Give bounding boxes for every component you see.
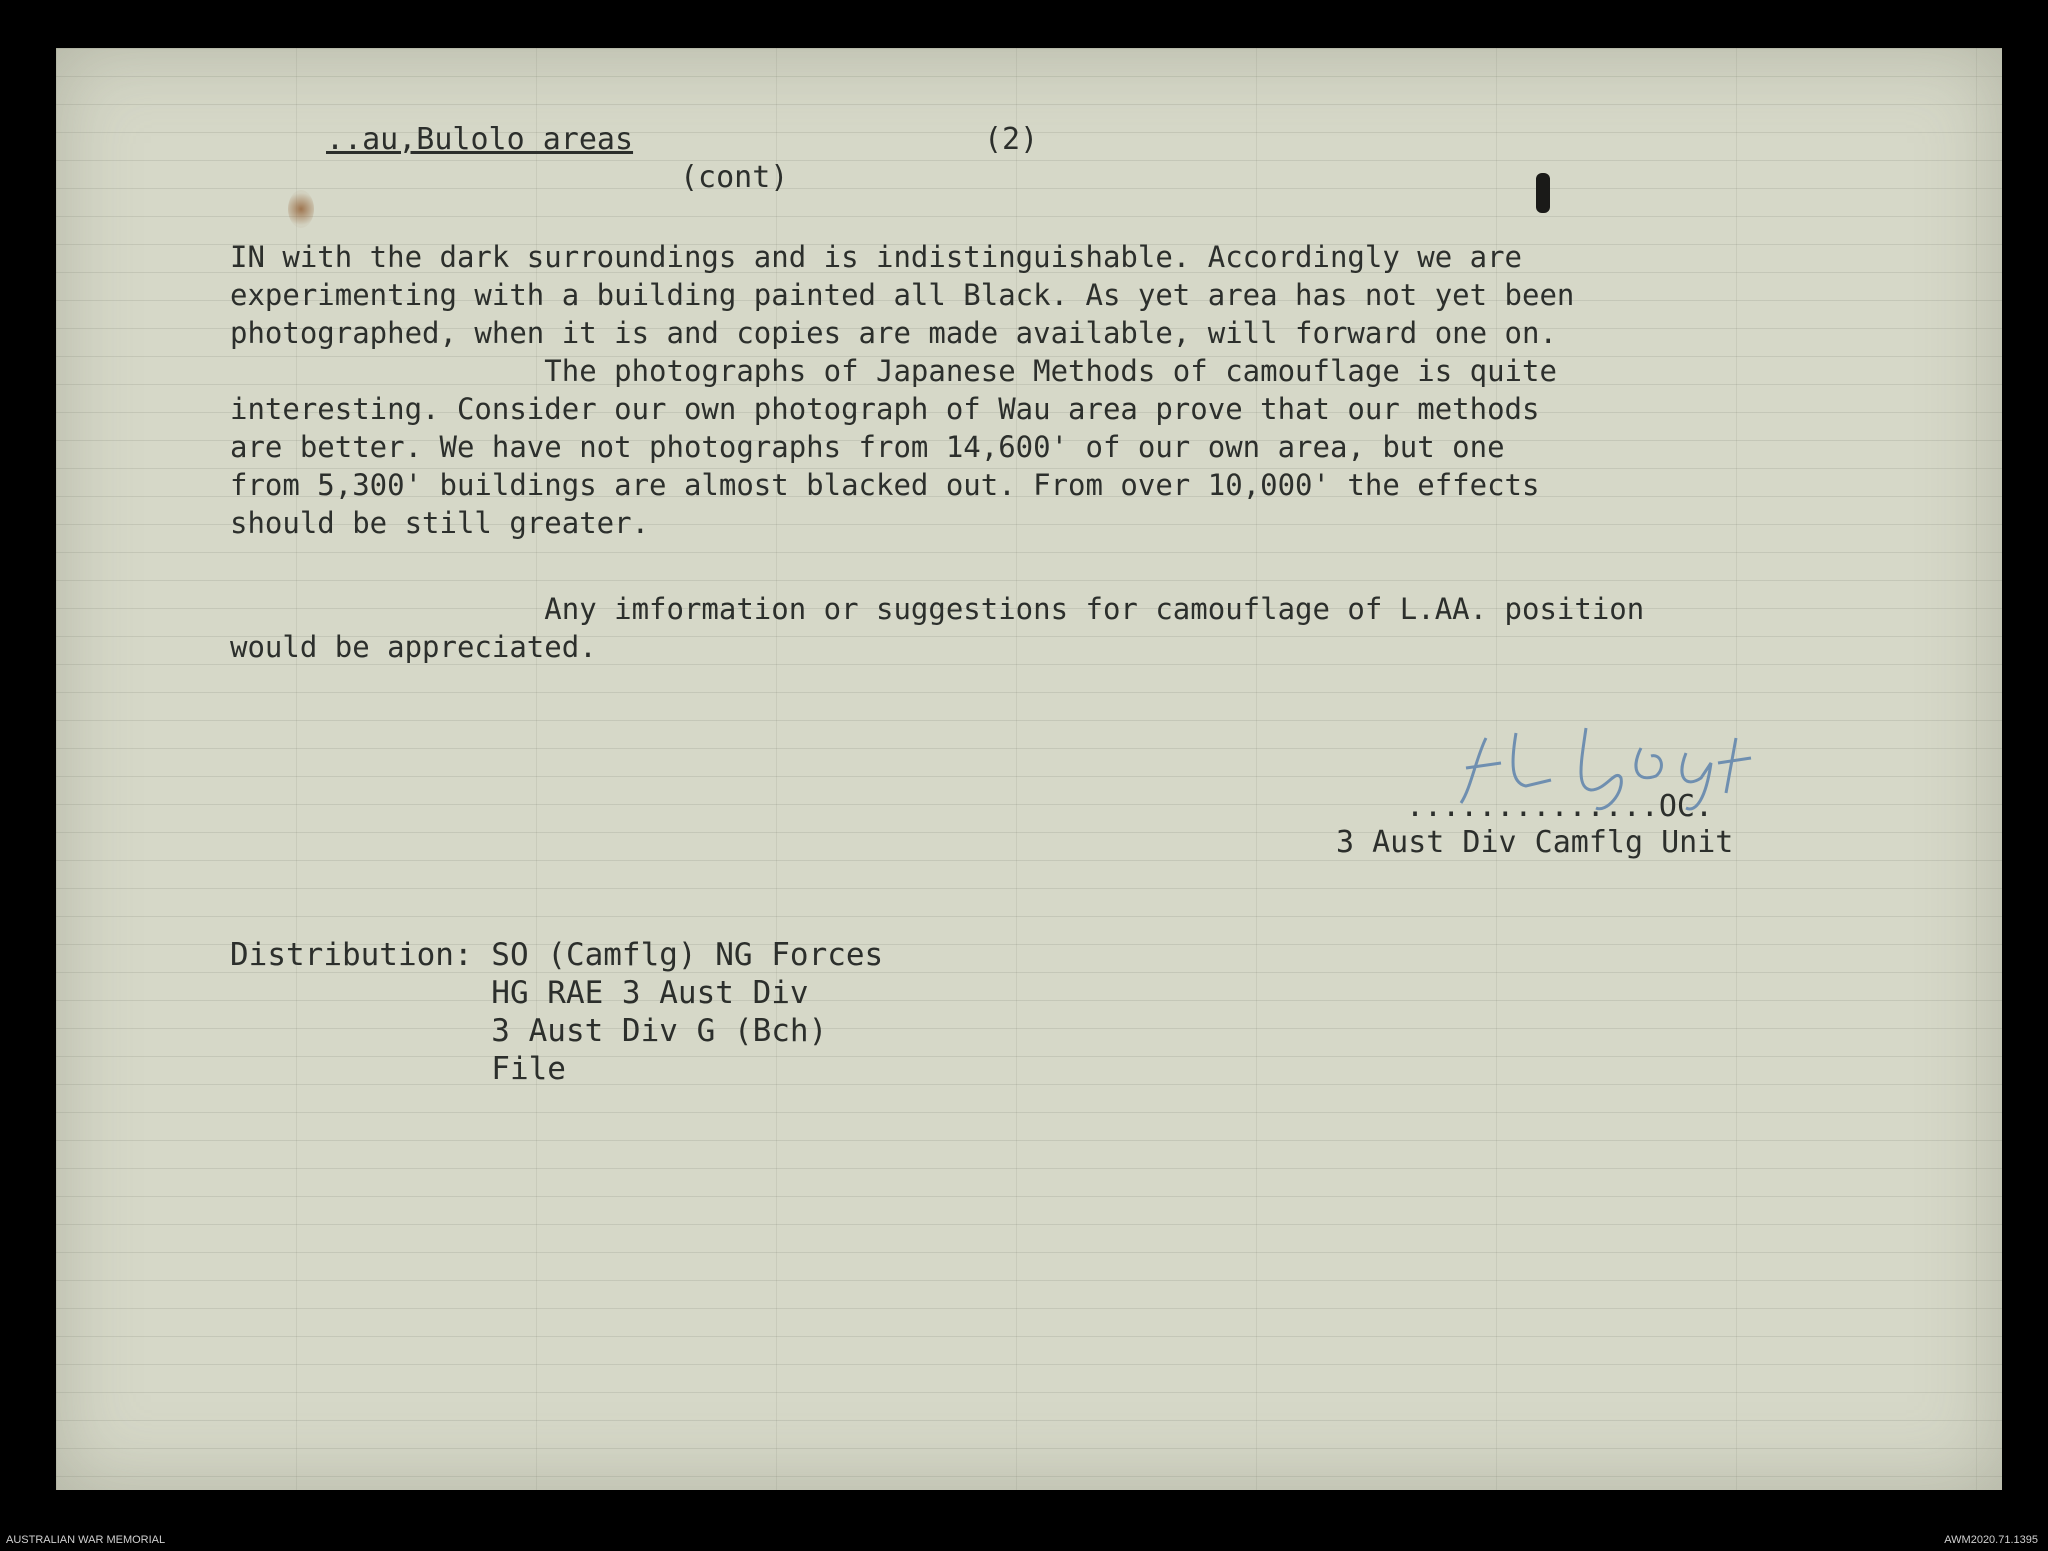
document-page	[56, 48, 2002, 1490]
document-heading: ..au,Bulolo areas	[326, 122, 634, 157]
distribution-list: Distribution: SO (Camflg) NG Forces HG RAE 3 Aust Div 3 Aust Div G (Bch) File	[230, 937, 884, 1087]
signature-unit: 3 Aust Div Camflg Unit	[1336, 825, 1734, 860]
rust-stain	[288, 190, 314, 228]
footer-accession-number: AWM2020.71.1395	[1944, 1534, 2038, 1546]
footer-credit: AUSTRALIAN WAR MEMORIAL	[6, 1534, 166, 1546]
body-paragraph: IN with the dark surroundings and is indistinguishable. Accordingly we are experimenting with a building painted all Black. As yet area has not yet been photographed, when it is and copies are made available, will forward one on. The photographs of Japanese Methods of camouflage is quite interesting. Consider our own photograph of Wau area prove that our methods are better. We have not photographs from 14,600' of our own area, but one from 5,300' buildings are almost blacked out. From over 10,000' the effects should be still greater.	[230, 240, 1575, 540]
signature-line: ..............OC.	[1406, 789, 1714, 824]
page-number: (2)	[984, 122, 1039, 157]
heading-continued: (cont)	[680, 160, 789, 195]
request-paragraph: Any imformation or suggestions for camouflage of L.AA. position would be appreciated.	[230, 592, 1645, 664]
punch-hole	[1536, 173, 1550, 213]
